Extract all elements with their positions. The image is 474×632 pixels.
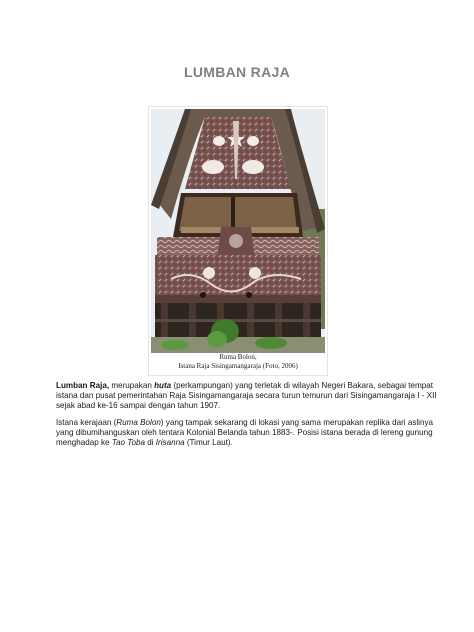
ruma-bolon-photo bbox=[151, 109, 325, 353]
term-irisanna: Irisanna bbox=[155, 438, 185, 448]
paragraph-1 bbox=[56, 381, 437, 412]
text-segment: ) yang tampak sekarang di lokasi yang sama merupakan replika dari aslinya bbox=[160, 418, 434, 427]
figure bbox=[148, 106, 328, 376]
term-ruma-bolon: Ruma Bolon bbox=[116, 418, 161, 427]
figure-caption-line2: Istana Raja Sisingamangaraja (Foto, 2006) bbox=[178, 362, 298, 370]
paragraph-1-line-2: istana dan pusat pemerintahan Raja Sisingamangaraja secara turun temurun dari Sisingamangaraja I - XII bbox=[56, 391, 437, 401]
term-lumban-raja: Lumban Raja, bbox=[56, 381, 110, 390]
paragraph-2 bbox=[56, 418, 434, 449]
figure-caption-line1: Ruma Bolon, bbox=[219, 353, 257, 361]
page-title: LUMBAN RAJA bbox=[184, 64, 290, 80]
text-segment: merupakan bbox=[109, 381, 155, 390]
text-segment: (Timur Laut). bbox=[184, 438, 233, 448]
paragraph-1-line-1 bbox=[56, 381, 434, 391]
paragraph-1-line-3: sejak abad ke-16 sampai dengan tahun 1907. bbox=[56, 401, 221, 411]
term-tao-toba: Tao Toba bbox=[111, 438, 145, 448]
text-segment: di bbox=[144, 438, 156, 448]
paragraph-2-line-3 bbox=[56, 438, 428, 448]
paragraph-2-line-1 bbox=[56, 418, 434, 428]
text-segment: (perkampungan) yang terletak di wilayah Negeri Bakara, sebagai tempat bbox=[171, 381, 434, 390]
text-segment: menghadap ke bbox=[56, 438, 112, 448]
paragraph-2-line-2: yang dibumihanguskan oleh tentara Kolonial Belanda tahun 1883-. Posisi istana berada di lereng gunung bbox=[56, 428, 433, 438]
term-huta: huta bbox=[154, 381, 172, 390]
text-segment: Istana kerajaan ( bbox=[56, 418, 117, 427]
